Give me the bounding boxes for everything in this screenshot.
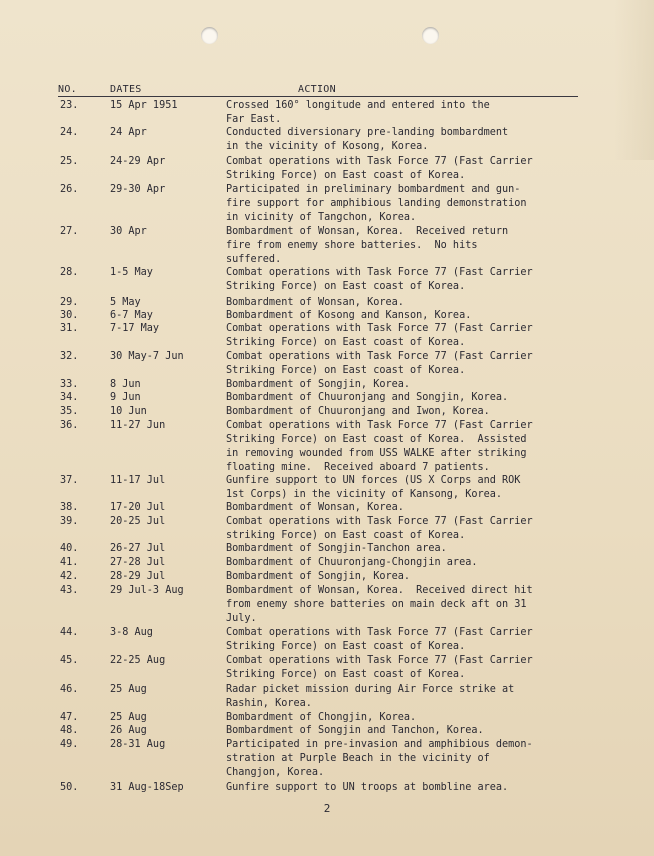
- row-date: 30 Apr: [110, 226, 147, 237]
- action-line: Gunfire support to UN troops at bombline area.: [226, 782, 509, 793]
- action-line: Striking Force) on East coast of Korea. Assisted: [226, 434, 527, 445]
- row-action: [226, 99, 586, 127]
- row-date: 29 Jul-3 Aug: [110, 585, 184, 596]
- action-line: Bombardment of Songjin, Korea.: [226, 379, 411, 390]
- row-date: 24 Apr: [110, 127, 147, 138]
- row-action: [226, 584, 586, 626]
- row-action: [226, 474, 586, 502]
- row-date: 26-27 Jul: [110, 543, 166, 554]
- row-number: 38.: [60, 502, 79, 513]
- row-number: 30.: [60, 310, 79, 321]
- action-line: Bombardment of Chuuronjang and Songjin, Korea.: [226, 392, 509, 403]
- row-date: 5 May: [110, 297, 141, 308]
- row-action: [226, 419, 586, 475]
- action-line: Changjon, Korea.: [226, 767, 325, 778]
- action-line: suffered.: [226, 254, 282, 265]
- row-number: 48.: [60, 725, 79, 736]
- action-line: Combat operations with Task Force 77 (Fast Carrier: [226, 351, 533, 362]
- row-date: 24-29 Apr: [110, 156, 166, 167]
- action-line: Bombardment of Wonsan, Korea.: [226, 502, 404, 513]
- row-date: 10 Jun: [110, 406, 147, 417]
- row-number: 26.: [60, 184, 79, 195]
- action-line: Striking Force) on East coast of Korea.: [226, 281, 466, 292]
- action-line: in removing wounded from USS WALKE after striking: [226, 448, 527, 459]
- row-number: 37.: [60, 475, 79, 486]
- row-action: [226, 391, 586, 405]
- row-action: [226, 738, 586, 780]
- row-action: [226, 183, 586, 225]
- action-line: Participated in preliminary bombardment and gun-: [226, 184, 521, 195]
- header-action: ACTION: [298, 84, 336, 95]
- action-line: Combat operations with Task Force 77 (Fast Carrier: [226, 516, 533, 527]
- action-line: Combat operations with Task Force 77 (Fast Carrier: [226, 267, 533, 278]
- punch-hole-right: [422, 27, 439, 44]
- row-date: 11-27 Jun: [110, 420, 166, 431]
- row-date: 20-25 Jul: [110, 516, 166, 527]
- row-action: [226, 378, 586, 392]
- row-number: 32.: [60, 351, 79, 362]
- row-date: 31 Aug-18Sep: [110, 782, 184, 793]
- action-line: floating mine. Received aboard 7 patients.: [226, 462, 490, 473]
- action-line: in vicinity of Tangchon, Korea.: [226, 212, 417, 223]
- row-number: 36.: [60, 420, 79, 431]
- row-number: 42.: [60, 571, 79, 582]
- row-number: 49.: [60, 739, 79, 750]
- row-date: 22-25 Aug: [110, 655, 166, 666]
- action-line: fire support for amphibious landing demonstration: [226, 198, 527, 209]
- row-date: 28-29 Jul: [110, 571, 166, 582]
- row-number: 47.: [60, 712, 79, 723]
- row-number: 40.: [60, 543, 79, 554]
- action-line: Bombardment of Chuuronjang and Iwon, Korea.: [226, 406, 490, 417]
- row-date: 7-17 May: [110, 323, 160, 334]
- row-action: [226, 155, 586, 183]
- row-date: 27-28 Jul: [110, 557, 166, 568]
- row-action: [226, 309, 586, 323]
- action-line: Combat operations with Task Force 77 (Fast Carrier: [226, 420, 533, 431]
- action-line: Combat operations with Task Force 77 (Fast Carrier: [226, 156, 533, 167]
- row-date: 8 Jun: [110, 379, 141, 390]
- row-action: [226, 405, 586, 419]
- row-number: 28.: [60, 267, 79, 278]
- action-line: Striking Force) on East coast of Korea.: [226, 365, 466, 376]
- action-line: Participated in pre-invasion and amphibious demon-: [226, 739, 533, 750]
- action-line: Bombardment of Wonsan, Korea.: [226, 297, 404, 308]
- row-action: [226, 515, 586, 543]
- paper-fold-shadow: [614, 0, 654, 160]
- action-line: Gunfire support to UN forces (US X Corps and ROK: [226, 475, 521, 486]
- row-date: 9 Jun: [110, 392, 141, 403]
- row-number: 29.: [60, 297, 79, 308]
- row-number: 46.: [60, 684, 79, 695]
- action-line: in the vicinity of Kosong, Korea.: [226, 141, 429, 152]
- action-line: Bombardment of Wonsan, Korea. Received return: [226, 226, 509, 237]
- action-line: Conducted diversionary pre-landing bombardment: [226, 127, 509, 138]
- action-line: from enemy shore batteries on main deck aft on 31: [226, 599, 527, 610]
- action-line: Rashin, Korea.: [226, 698, 312, 709]
- row-date: 29-30 Apr: [110, 184, 166, 195]
- action-line: Striking Force) on East coast of Korea.: [226, 669, 466, 680]
- row-action: [226, 654, 586, 682]
- row-action: [226, 322, 586, 350]
- table-header: [58, 82, 578, 97]
- row-number: 23.: [60, 100, 79, 111]
- row-number: 50.: [60, 782, 79, 793]
- action-line: Far East.: [226, 114, 282, 125]
- row-number: 39.: [60, 516, 79, 527]
- row-action: [226, 570, 586, 584]
- action-line: Bombardment of Songjin-Tanchon area.: [226, 543, 447, 554]
- row-number: 41.: [60, 557, 79, 568]
- action-line: Bombardment of Wonsan, Korea. Received direct hit: [226, 585, 533, 596]
- row-date: 26 Aug: [110, 725, 147, 736]
- action-line: Bombardment of Songjin, Korea.: [226, 571, 411, 582]
- row-number: 33.: [60, 379, 79, 390]
- row-date: 25 Aug: [110, 712, 147, 723]
- row-action: [226, 350, 586, 378]
- row-action: [226, 556, 586, 570]
- row-date: 1-5 May: [110, 267, 153, 278]
- action-line: 1st Corps) in the vicinity of Kansong, Korea.: [226, 489, 503, 500]
- header-no: NO.: [58, 84, 77, 95]
- row-action: [226, 542, 586, 556]
- row-action: [226, 266, 586, 294]
- action-line: Striking Force) on East coast of Korea.: [226, 337, 466, 348]
- action-line: stration at Purple Beach in the vicinity of: [226, 753, 490, 764]
- action-line: fire from enemy shore batteries. No hits: [226, 240, 478, 251]
- row-date: 25 Aug: [110, 684, 147, 695]
- action-line: Radar picket mission during Air Force strike at: [226, 684, 515, 695]
- row-action: [226, 126, 586, 154]
- action-line: Bombardment of Kosong and Kanson, Korea.: [226, 310, 472, 321]
- page-number: 2: [323, 802, 331, 815]
- row-number: 27.: [60, 226, 79, 237]
- row-action: [226, 711, 586, 725]
- row-number: 31.: [60, 323, 79, 334]
- row-number: 24.: [60, 127, 79, 138]
- row-action: [226, 724, 586, 738]
- row-date: 28-31 Aug: [110, 739, 166, 750]
- row-number: 34.: [60, 392, 79, 403]
- action-line: Combat operations with Task Force 77 (Fast Carrier: [226, 627, 533, 638]
- row-date: 11-17 Jul: [110, 475, 166, 486]
- row-number: 45.: [60, 655, 79, 666]
- action-line: Combat operations with Task Force 77 (Fast Carrier: [226, 655, 533, 666]
- row-action: [226, 225, 586, 267]
- header-dates: DATES: [110, 84, 142, 95]
- row-number: 44.: [60, 627, 79, 638]
- row-action: [226, 296, 586, 310]
- action-line: Striking Force) on East coast of Korea.: [226, 641, 466, 652]
- action-line: striking Force) on East coast of Korea.: [226, 530, 466, 541]
- row-date: 17-20 Jul: [110, 502, 166, 513]
- action-line: Combat operations with Task Force 77 (Fast Carrier: [226, 323, 533, 334]
- action-line: Bombardment of Songjin and Tanchon, Korea.: [226, 725, 484, 736]
- row-action: [226, 781, 586, 795]
- action-line: Bombardment of Chuuronjang-Chongjin area.: [226, 557, 478, 568]
- row-date: 30 May-7 Jun: [110, 351, 184, 362]
- row-date: 3-8 Aug: [110, 627, 153, 638]
- row-number: 43.: [60, 585, 79, 596]
- action-line: July.: [226, 613, 257, 624]
- row-number: 35.: [60, 406, 79, 417]
- action-line: Striking Force) on East coast of Korea.: [226, 170, 466, 181]
- action-line: Bombardment of Chongjin, Korea.: [226, 712, 417, 723]
- row-action: [226, 626, 586, 654]
- row-action: [226, 501, 586, 515]
- row-date: 6-7 May: [110, 310, 153, 321]
- row-date: 15 Apr 1951: [110, 100, 178, 111]
- action-line: Crossed 160° longitude and entered into the: [226, 100, 490, 111]
- row-action: [226, 683, 586, 711]
- punch-hole-left: [201, 27, 218, 44]
- row-number: 25.: [60, 156, 79, 167]
